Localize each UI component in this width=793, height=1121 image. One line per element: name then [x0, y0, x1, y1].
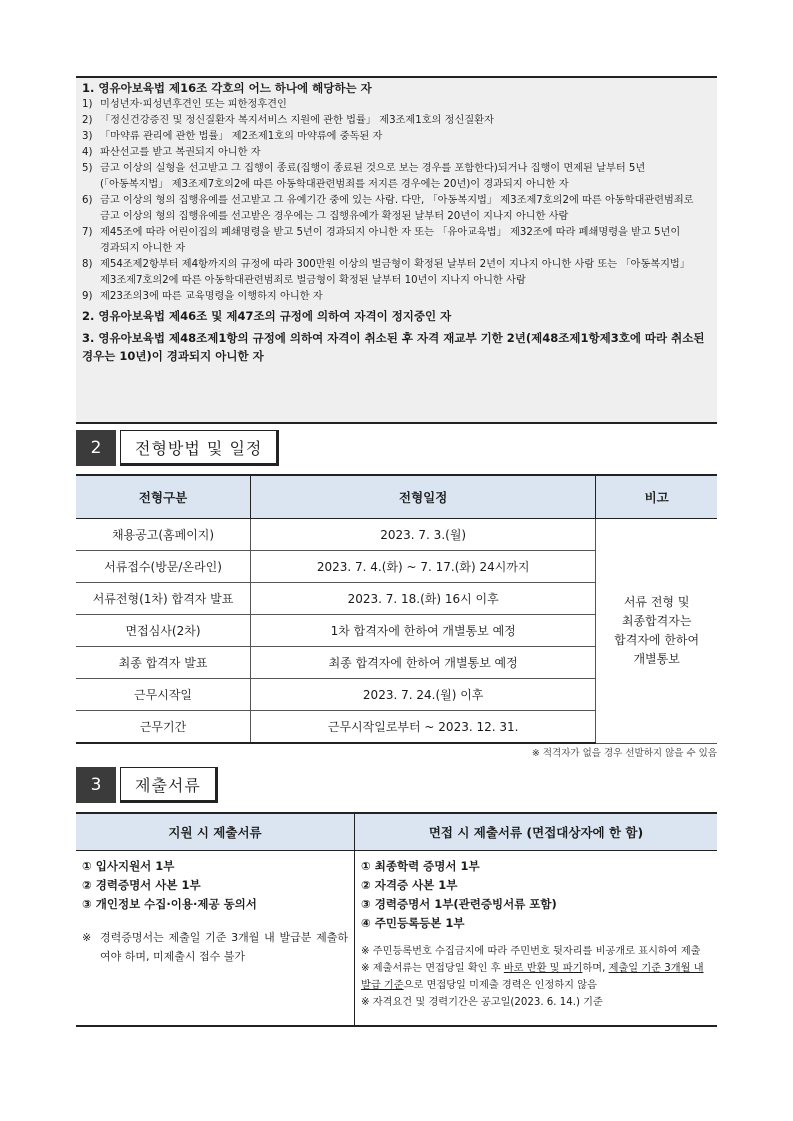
list-item: 5) 금고 이상의 실형을 선고받고 그 집행이 종료(집행이 종료된 것으로 보는 경우를 포함한다)되거나 집행이 면제된 날부터 5년(「아동복지법」 제3조제7호의2에 따른 아동학대관련범죄를 저지른 경우에는 20년)이 경과되지 아니한 자 [82, 163, 646, 190]
table-row: 근무시작일 2023. 7. 24.(월) 이후 [76, 679, 717, 711]
list-item: 9) 제23조의3에 따른 교육명령을 이행하지 아니한 자 [82, 291, 323, 302]
table-row: 최종 합격자 발표 최종 합격자에 한하여 개별통보 예정 [76, 647, 717, 679]
application-documents-cell [76, 851, 355, 1027]
table-header-row [76, 813, 717, 851]
list-item: 3) 「마약류 관리에 관한 법률」 제2조제1호의 마약류에 중독된 자 [82, 131, 383, 142]
column-header: 면접 시 제출서류 (면접대상자에 한 함) [355, 813, 718, 851]
interview-documents-cell [355, 851, 718, 1027]
schedule-table [76, 474, 717, 744]
remarks-cell: 서류 전형 및 최종합격자는 합격자에 한하여 개별통보 [596, 519, 717, 744]
table-row [76, 851, 717, 1027]
disqualification-item-2: 2. 영유아보육법 제46조 및 제47조의 규정에 의하여 자격이 정지중인 자 [82, 309, 452, 323]
disqualification-item-3: 3. 영유아보육법 제48조제1항의 규정에 의하여 자격이 취소된 후 자격 재교부 기한 2년(제48조제1항제3호에 따라 취소된 경우는 10년)이 경과되지 아니한 자 [82, 331, 705, 363]
table-row: 근무기간 근무시작일로부터 ~ 2023. 12. 31. [76, 711, 717, 744]
disqualification-box [76, 76, 717, 424]
section-number: 2 [76, 430, 116, 466]
list-item: 7) 제45조에 따라 어린이집의 폐쇄명령을 받고 5년이 경과되지 아니한 자 또는 「유아교육법」 제32조에 따라 폐쇄명령을 받고 5년이 경과되지 아니한 자 [82, 227, 681, 254]
column-header: 지원 시 제출서류 [76, 813, 355, 851]
column-header: 비고 [596, 475, 717, 519]
interview-note: ※ 자격요건 및 경력기간은 공고일(2023. 6. 14.) 기준 [361, 997, 603, 1008]
list-item: ① 최종학력 증명서 1부 [361, 859, 480, 873]
list-item: ③ 경력증명서 1부(관련증빙서류 포함) [361, 897, 557, 911]
interview-note: ※ 주민등록번호 수집금지에 따라 주민번호 뒷자리를 비공개로 표시하여 제출 [361, 946, 701, 957]
table-row: 채용공고(홈페이지) 2023. 7. 3.(월) 서류 전형 및 최종합격자는 합격자에 한하여 개별통보 [76, 519, 717, 551]
application-note: ※ 경력증명서는 제출일 기준 3개월 내 발급분 제출하여야 하며, 미제출시 접수 불가 [82, 931, 348, 963]
table-row: 서류접수(방문/온라인) 2023. 7. 4.(화) ~ 7. 17.(화) 24시까지 [76, 551, 717, 583]
interview-note: ※ 제출서류는 면접당일 확인 후 바로 반환 및 파기하며, 제출일 기준 3개월 내 발급 기준으로 면접당일 미제출 경력은 인정하지 않음 [361, 963, 704, 991]
list-item: ② 자격증 사본 1부 [361, 878, 458, 892]
list-item: 6) 금고 이상의 형의 집행유예를 선고받고 그 유예기간 중에 있는 사람. 다만, 「아동복지법」 제3조제7호의2에 따른 아동학대관련범죄로 금고 이상의 형의 집행유예를 선고받은 경우에는 그 집행유예가 확정된 날부터 20년이 지나지 아니한 사람 [82, 195, 694, 222]
column-header: 전형일정 [251, 475, 596, 519]
section-title: 제출서류 [120, 767, 218, 803]
list-item: 1) 미성년자·피성년후견인 또는 피한정후견인 [82, 99, 287, 110]
list-item: ① 입사지원서 1부 [82, 859, 175, 873]
column-header: 전형구분 [76, 475, 251, 519]
list-item: ③ 개인정보 수집·이용·제공 동의서 [82, 897, 257, 911]
disqualification-item-1: 1. 영유아보육법 제16조 각호의 어느 하나에 해당하는 자 [82, 81, 372, 95]
table-header-row [76, 475, 717, 519]
table-row: 면접심사(2차) 1차 합격자에 한하여 개별통보 예정 [76, 615, 717, 647]
section-2-header [76, 430, 279, 466]
list-item: 4) 파산선고를 받고 복권되지 아니한 자 [82, 147, 261, 158]
table-row: 서류전형(1차) 합격자 발표 2023. 7. 18.(화) 16시 이후 [76, 583, 717, 615]
documents-table [76, 812, 717, 1027]
list-item: 8) 제54조제2항부터 제4항까지의 규정에 따라 300만원 이상의 벌금형이 확정된 날부터 2년이 지나지 아니한 사람 또는 「아동복지법」 제3조제7호의2에 따른 아동학대관련범죄로 벌금형이 확정된 날부터 10년이 지나지 아니한 사람 [82, 259, 690, 286]
section-number: 3 [76, 767, 116, 803]
section-3-header [76, 767, 218, 803]
schedule-footnote: ※ 적격자가 없을 경우 선발하지 않을 수 있음 [531, 748, 717, 759]
section-title: 전형방법 및 일정 [120, 430, 279, 466]
list-item: 2) 「정신건강증진 및 정신질환자 복지서비스 지원에 관한 법률」 제3조제1호의 정신질환자 [82, 115, 494, 126]
list-item: ② 경력증명서 사본 1부 [82, 878, 201, 892]
disqualification-sub-list [82, 97, 711, 305]
list-item: ④ 주민등록등본 1부 [361, 916, 465, 930]
